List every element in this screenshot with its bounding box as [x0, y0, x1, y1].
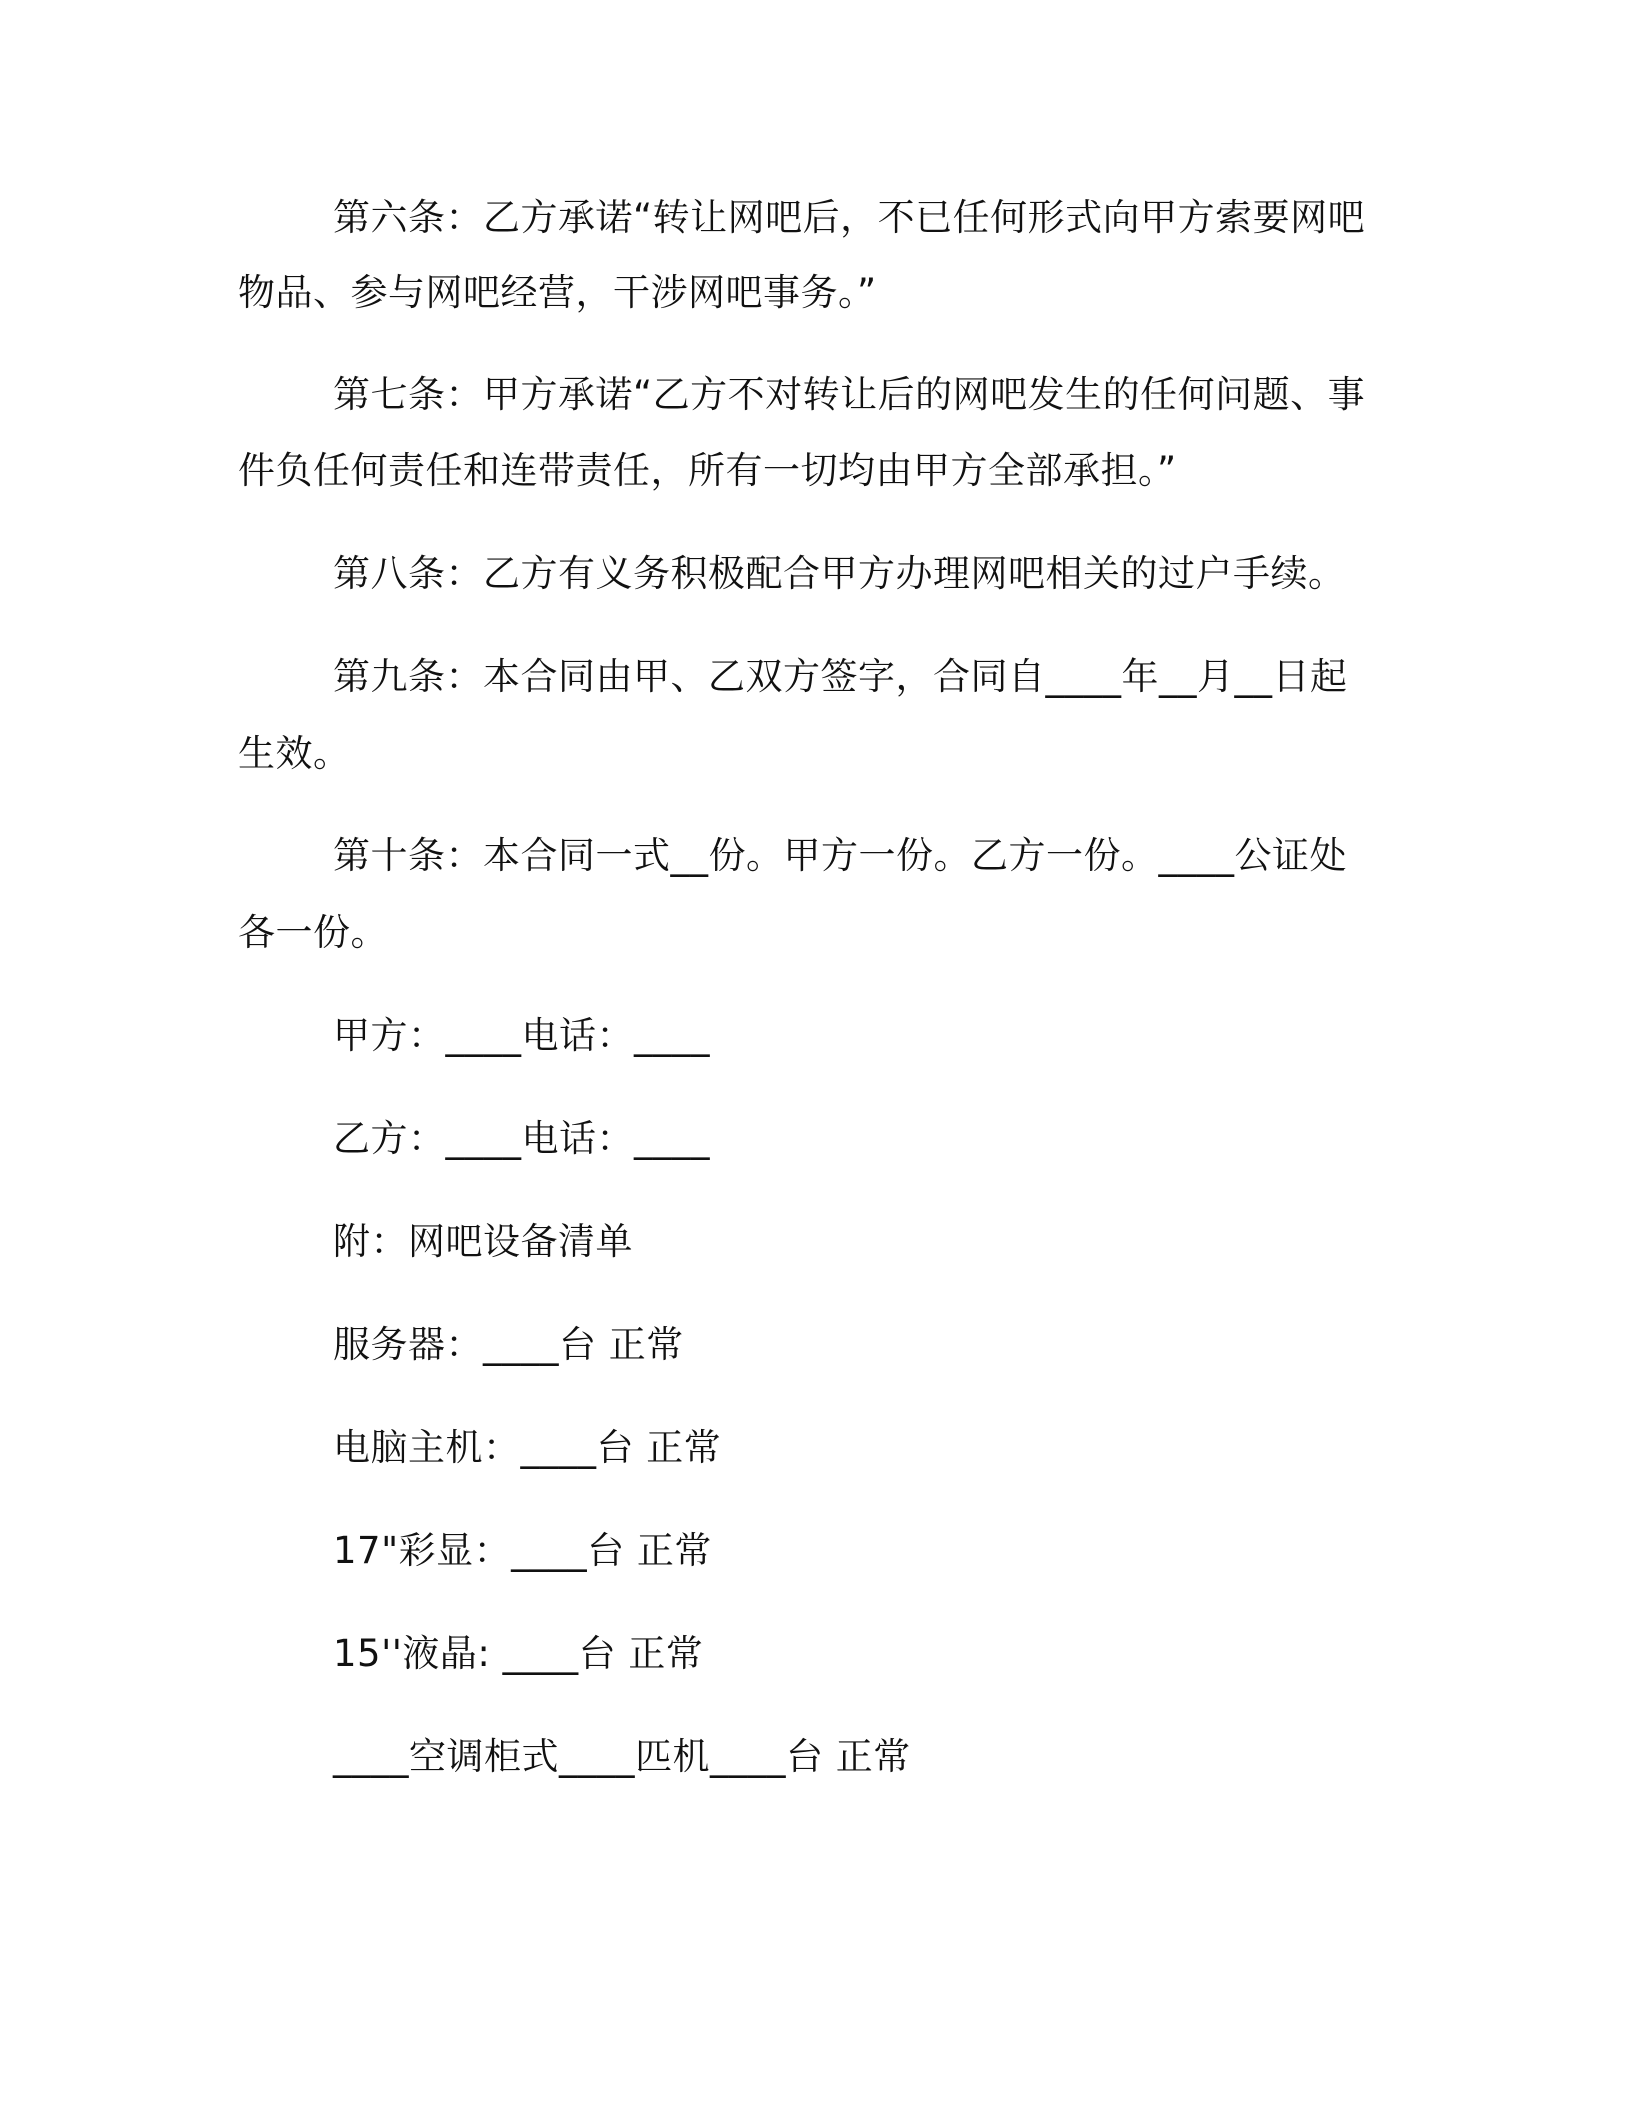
appendix-title: 附：网吧设备清单 [333, 1220, 633, 1263]
article-7-line-1: 第七条：甲方承诺“乙方不对转让后的网吧发生的任何问题、事 [333, 373, 1366, 416]
equipment-item-crt-monitor: 17"彩显：____台 正常 [333, 1529, 712, 1572]
article-10-line-2: 各一份。 [238, 911, 388, 954]
article-6-line-2: 物品、参与网吧经营，干涉网吧事务。” [238, 271, 877, 314]
article-8-line-1: 第八条：乙方有义务积极配合甲方办理网吧相关的过户手续。 [333, 552, 1346, 595]
article-10-line-1: 第十条：本合同一式__份。甲方一份。乙方一份。____公证处 [333, 834, 1347, 877]
equipment-item-computer: 电脑主机：____台 正常 [333, 1426, 722, 1469]
party-a-signature: 甲方：____电话：____ [333, 1014, 710, 1057]
party-b-signature: 乙方：____电话：____ [333, 1117, 710, 1160]
article-7-line-2: 件负任何责任和连带责任，所有一切均由甲方全部承担。” [238, 449, 1177, 492]
equipment-item-server: 服务器：____台 正常 [333, 1323, 684, 1366]
equipment-item-lcd-monitor: 15''液晶: ____台 正常 [333, 1632, 704, 1675]
equipment-item-air-conditioner: ____空调柜式____匹机____台 正常 [333, 1735, 911, 1778]
article-9-line-1: 第九条：本合同由甲、乙双方签字，合同自____年__月__日起 [333, 655, 1348, 698]
article-6-line-1: 第六条：乙方承诺“转让网吧后，不已任何形式向甲方索要网吧 [333, 196, 1366, 239]
article-9-line-2: 生效。 [238, 732, 351, 775]
